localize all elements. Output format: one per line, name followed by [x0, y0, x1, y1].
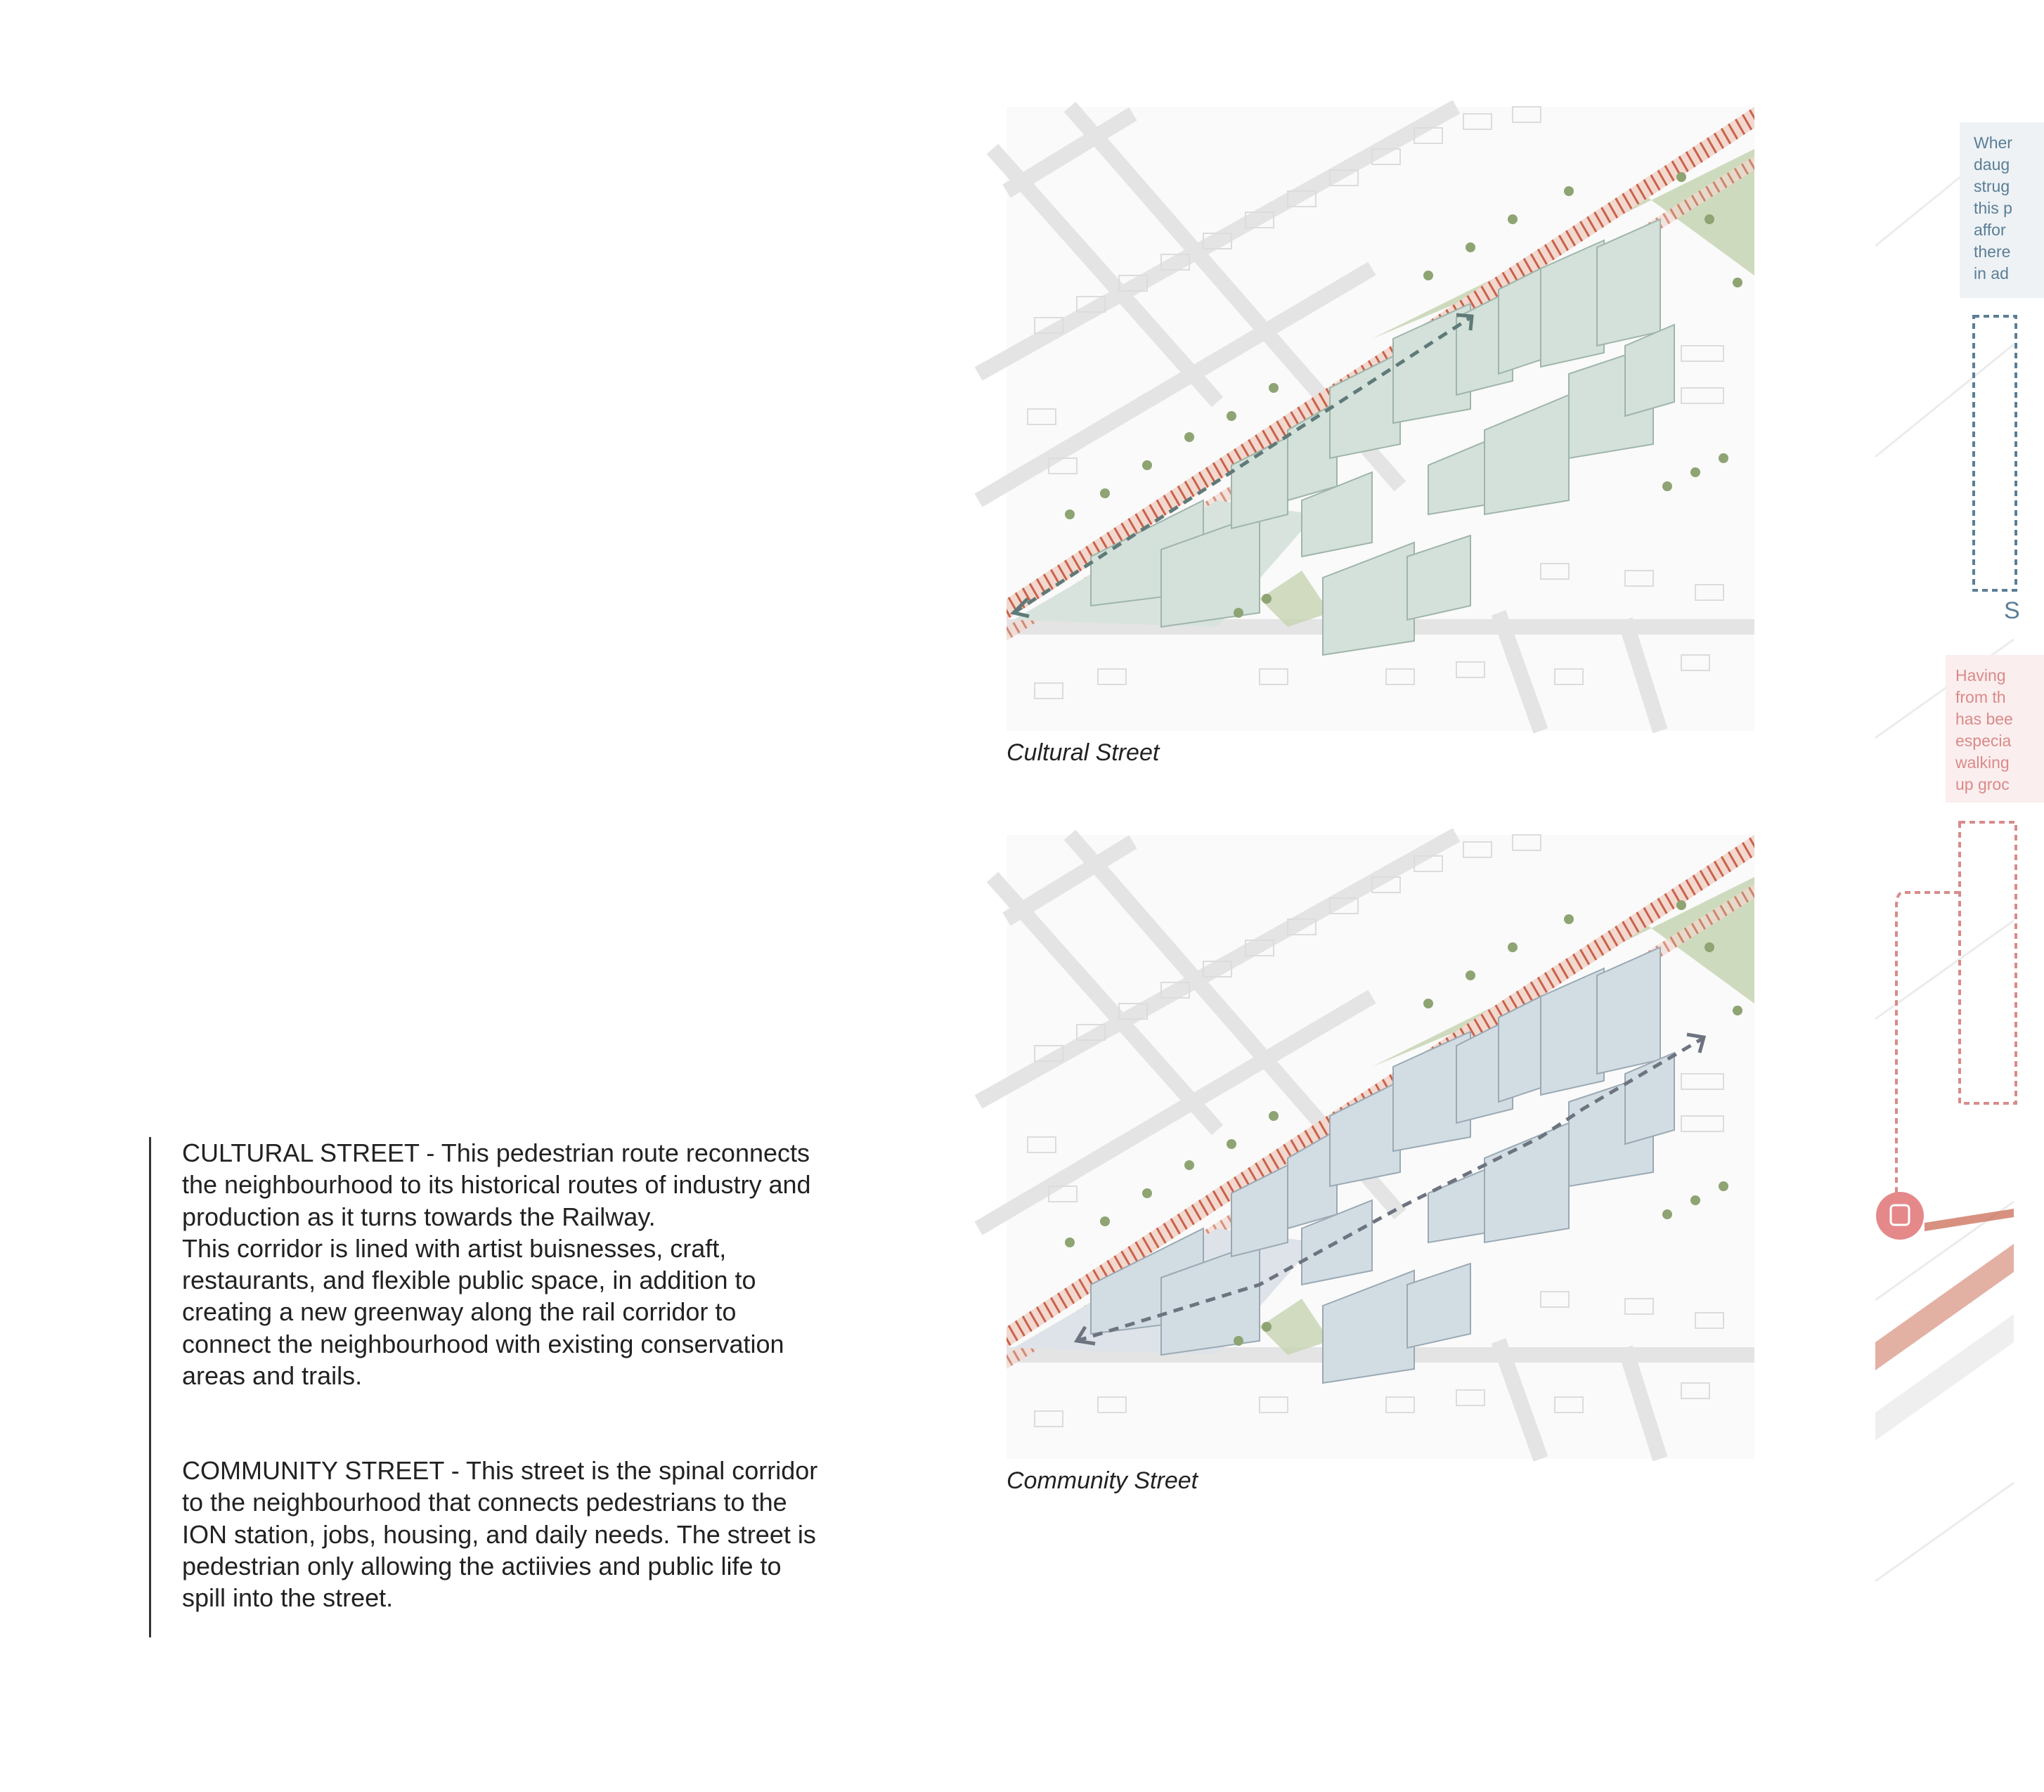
adjacent-red-note: Having from th has bee especia walking up groc — [1946, 655, 2044, 803]
community-street-description: COMMUNITY STREET - This street is the spinal corridor to the neighbourhood that connects pedestrians to the ION station, jobs, housing, and daily needs. The street is pedestrian only allowing the actiivies and public life to spill into the street. — [182, 1456, 818, 1613]
description-block — [149, 1137, 826, 1637]
adjacent-blue-label: S — [2004, 597, 2020, 624]
adjacent-blue-note: Wher daug strug this p affor there in ad — [1960, 122, 2044, 298]
cultural-street-description: CULTURAL STREET - This pedestrian route reconnects the neighbourhood to its historical routes of industry and production as it turns towards the Railway. This corridor is lined with artist buisnesses, craft, restaurants, and flexible public space, in addition to creating a new greenway along the rail corridor to connect the neighbourhood with existing conservation areas and trails. — [182, 1138, 811, 1391]
adjacent-panel-cropped — [1875, 105, 2020, 1687]
cultural-street-drawing — [1007, 107, 1754, 731]
adjacent-panel-drawing — [1875, 105, 2014, 1687]
cultural-street-axonometric — [1007, 107, 1754, 731]
community-street-axonometric — [1007, 835, 1754, 1459]
community-street-drawing — [1007, 835, 1754, 1459]
buildings — [1091, 219, 1674, 655]
buildings — [1091, 947, 1674, 1383]
community-route-arrow-end — [1687, 1034, 1704, 1053]
cultural-street-caption: Cultural Street — [1007, 739, 1160, 766]
community-street-caption: Community Street — [1007, 1467, 1198, 1494]
